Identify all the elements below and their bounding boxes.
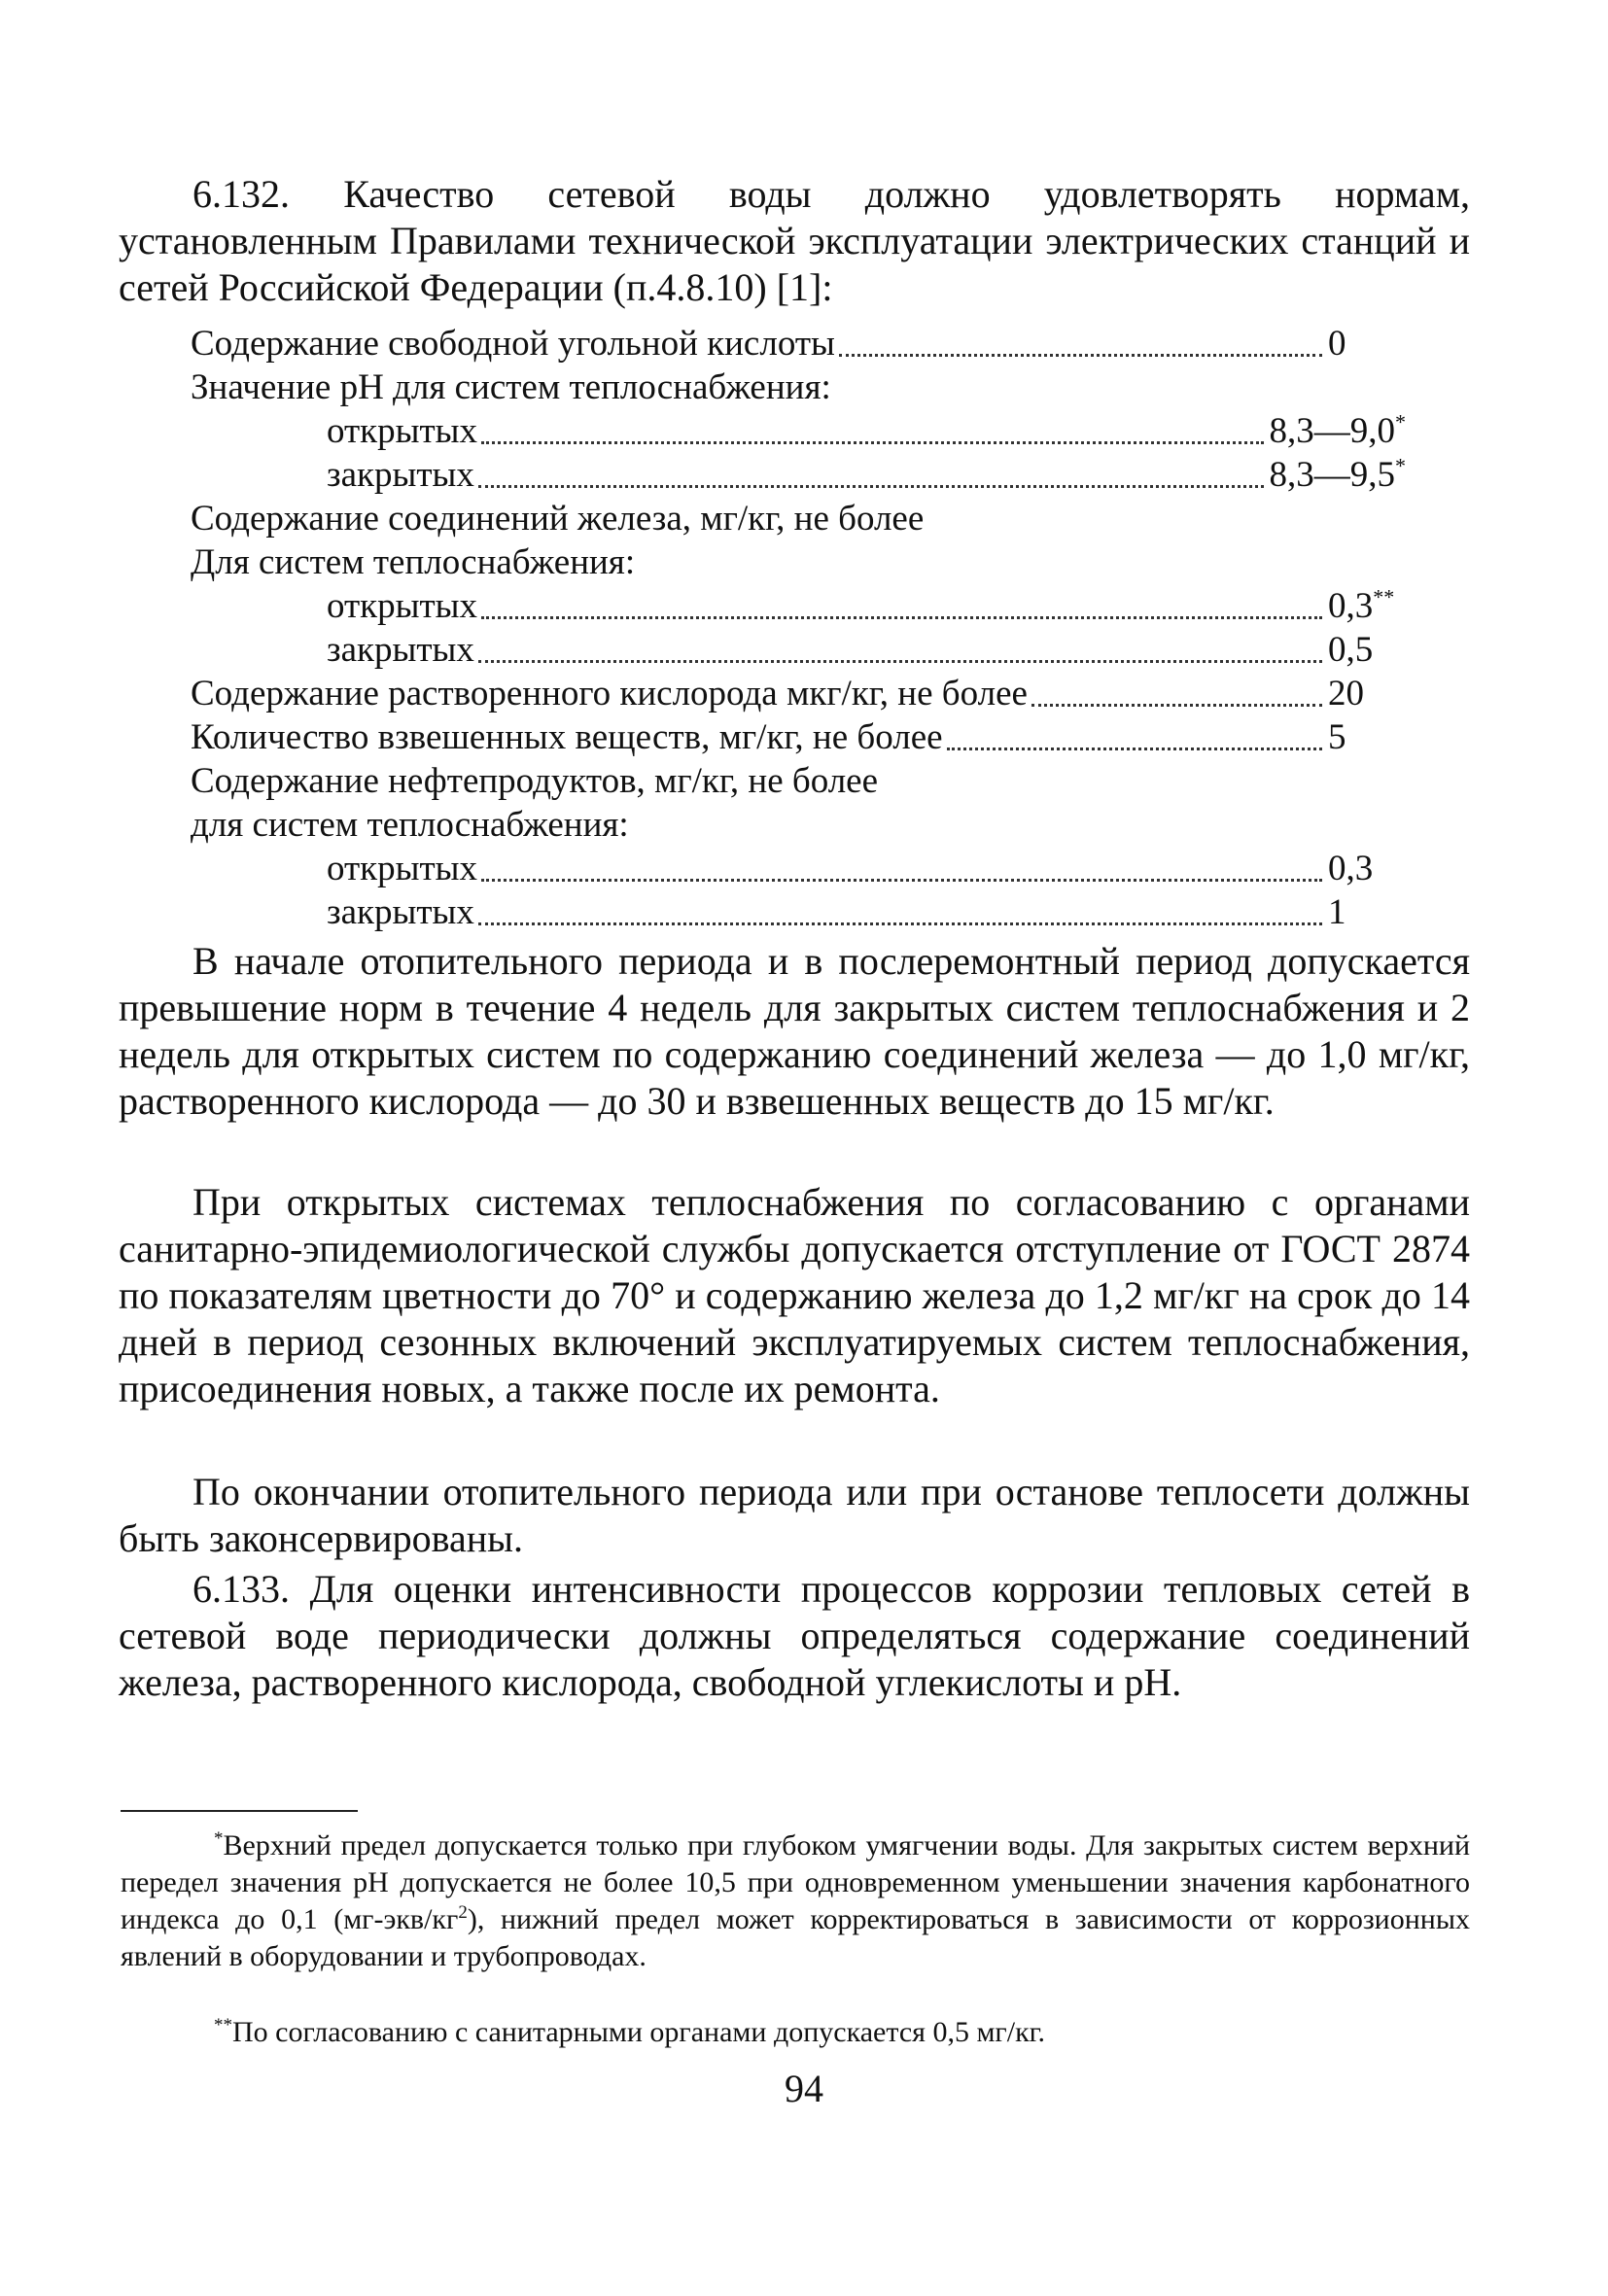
norm-label: Содержание свободной угольной кислоты — [191, 324, 835, 364]
footnote-mark: * — [1395, 453, 1406, 478]
norm-row — [191, 365, 1406, 409]
dot-leader — [478, 922, 1322, 925]
footnote-1-text-a: Верхний предел допускается только при глубоком умягчении воды. Для закрытых систем верхний передел значения pH допускается не более 10,5 при одновременном уменьшении значения карбонатного индекса до 0,1 (мг-экв/кг — [121, 1829, 1470, 1935]
paragraph-heating-season — [119, 938, 1470, 1125]
norm-value — [1328, 890, 1406, 934]
norm-row — [191, 453, 1406, 497]
footnote-1-mark: * — [214, 1828, 224, 1849]
norm-label: для систем теплоснабжения: — [191, 805, 629, 845]
norm-label: Содержание растворенного кислорода мкг/кг, не более — [191, 674, 1028, 713]
paragraph-6-132-text: 6.132. Качество сетевой воды должно удовлетворять нормам, установленным Правилами технической эксплуатации электрических станций и сетей Российской Федерации (п.4.8.10) [1]: — [119, 172, 1470, 309]
dot-leader — [478, 484, 1264, 488]
footnote-2-mark: ** — [214, 2015, 232, 2035]
norm-value — [1270, 453, 1407, 497]
norm-label: открытых — [327, 586, 478, 626]
paragraph-6-133 — [119, 1566, 1470, 1706]
norm-value-text: 1 — [1328, 892, 1346, 932]
footnote-mark: * — [1395, 409, 1406, 435]
dot-leader — [481, 440, 1263, 444]
norm-row — [191, 628, 1406, 672]
norm-value-text: 5 — [1328, 717, 1346, 757]
norm-value-text: 8,3—9,0 — [1269, 411, 1395, 451]
norm-label: Значение pH для систем теплоснабжения: — [191, 367, 831, 407]
norm-value-text: 20 — [1328, 674, 1364, 713]
dot-leader — [839, 353, 1322, 357]
norm-value — [1270, 409, 1407, 453]
dot-leader — [481, 615, 1322, 619]
dot-leader — [478, 659, 1322, 663]
norm-row — [191, 759, 1406, 803]
footnote-2 — [121, 2014, 1470, 2051]
norm-value-text: 0,3 — [1328, 849, 1374, 888]
footnote-1-text-b: ), нижний предел может корректироваться в зависимости от коррозионных явлений в оборудовании и трубопроводах. — [121, 1903, 1470, 1972]
norm-row — [191, 803, 1406, 847]
norm-value — [1328, 847, 1406, 890]
norm-row — [191, 409, 1406, 453]
footnote-mark: ** — [1373, 584, 1395, 609]
norm-row — [191, 540, 1406, 584]
footnote-2-text: По согласованию с санитарными органами допускается 0,5 мг/кг. — [232, 2016, 1046, 2048]
norm-label: Содержание нефтепродуктов, мг/кг, не более — [191, 761, 879, 801]
norm-label: открытых — [327, 411, 478, 451]
norm-row — [191, 322, 1406, 365]
norm-row — [191, 672, 1406, 715]
dot-leader — [947, 747, 1322, 750]
norm-value-text: 0,5 — [1328, 630, 1374, 670]
paragraph-open-systems — [119, 1179, 1470, 1412]
norm-label: Содержание соединений железа, мг/кг, не более — [191, 499, 925, 539]
norm-row — [191, 497, 1406, 540]
norm-value — [1328, 628, 1406, 672]
dot-leader — [1031, 703, 1322, 707]
paragraph-6-133-text: 6.133. Для оценки интенсивности процессов коррозии тепловых сетей в сетевой воде периодически должны определяться содержание соединений железа, растворенного кислорода, свободной углекислоты и pH. — [119, 1567, 1470, 1704]
footnote-1 — [121, 1827, 1470, 1975]
norm-row — [191, 715, 1406, 759]
paragraph-open-systems-text: При открытых системах теплоснабжения по согласованию с органами санитарно-эпидемиологической службы допускается отступление от ГОСТ 2874 по показателям цветности до 70° и содержанию железа до 1,2 мг/кг на срок до 14 дней в период сезонных включений эксплуатируемых систем теплоснабжения, присоединения новых, а также после их ремонта. — [119, 1180, 1470, 1410]
norm-label: закрытых — [327, 630, 474, 670]
norm-row — [191, 584, 1406, 628]
dot-leader — [481, 878, 1322, 882]
norm-label: закрытых — [327, 455, 474, 495]
norm-value — [1328, 715, 1406, 759]
norm-row — [191, 890, 1406, 934]
paragraph-heating-season-text: В начале отопительного периода и в послеремонтный период допускается превышение норм в течение 4 недель для закрытых систем теплоснабжения и 2 недель для открытых систем по содержанию соединений железа — до 1,0 мг/кг, растворенного кислорода — до 30 и взвешенных веществ до 15 мг/кг. — [119, 939, 1470, 1123]
norm-value — [1328, 672, 1406, 715]
footnote-1-superscript: 2 — [458, 1902, 468, 1923]
water-quality-norms-list — [191, 322, 1406, 934]
norm-label: открытых — [327, 849, 478, 888]
paragraph-6-132 — [119, 171, 1470, 311]
norm-label: закрытых — [327, 892, 474, 932]
norm-label: Для систем теплоснабжения: — [191, 542, 636, 582]
norm-value-text: 8,3—9,5 — [1269, 455, 1395, 495]
paragraph-end-of-season — [119, 1469, 1470, 1562]
page-number: 94 — [785, 2067, 823, 2110]
norm-value — [1328, 584, 1406, 628]
norm-value-text: 0,3 — [1328, 586, 1374, 626]
paragraph-end-of-season-text: По окончании отопительного периода или при останове теплосети должны быть законсервированы. — [119, 1470, 1470, 1560]
norm-label: Количество взвешенных веществ, мг/кг, не более — [191, 717, 943, 757]
footnote-separator — [121, 1810, 358, 1812]
norm-row — [191, 847, 1406, 890]
norm-value-text: 0 — [1328, 324, 1346, 364]
norm-value — [1328, 322, 1406, 365]
